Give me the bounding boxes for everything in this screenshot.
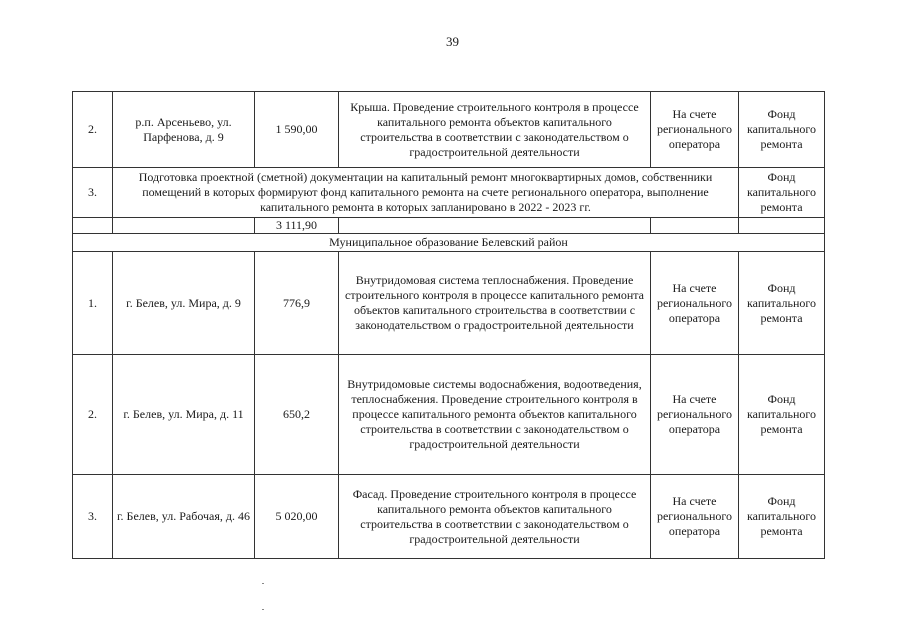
works-table bbox=[72, 91, 825, 559]
total-cost: 3 111,90 bbox=[255, 218, 339, 234]
page-number: 39 bbox=[446, 34, 459, 49]
row-number: 3. bbox=[73, 475, 113, 559]
empty-cell bbox=[739, 218, 825, 234]
row-number: 2. bbox=[73, 92, 113, 168]
row-number: 3. bbox=[73, 168, 113, 218]
table-row bbox=[73, 168, 825, 218]
scan-speck bbox=[262, 583, 264, 584]
row-address: р.п. Арсеньево, ул. Парфенова, д. 9 bbox=[113, 92, 255, 168]
row-address: г. Белев, ул. Рабочая, д. 46 bbox=[113, 475, 255, 559]
section-title: Муниципальное образование Белевский район bbox=[73, 234, 825, 252]
row-fund: Фонд капитального ремонта bbox=[739, 252, 825, 355]
scan-speck bbox=[262, 609, 264, 610]
empty-cell bbox=[339, 218, 651, 234]
row-account: На счете регионального оператора bbox=[651, 92, 739, 168]
row-cost: 650,2 bbox=[255, 355, 339, 475]
row-address: г. Белев, ул. Мира, д. 11 bbox=[113, 355, 255, 475]
row-work: Внутридомовая система теплоснабжения. Проведение строительного контроля в процессе капитального ремонта объектов капитального строительства в соответствии с законодательством о градостроительной деятельности bbox=[339, 252, 651, 355]
table-row bbox=[73, 355, 825, 475]
table-row bbox=[73, 92, 825, 168]
row-fund: Фонд капитального ремонта bbox=[739, 475, 825, 559]
empty-cell bbox=[113, 218, 255, 234]
row-work: Крыша. Проведение строительного контроля в процессе капитального ремонта объектов капитального строительства в соответствии с законодательством о градостроительной деятельности bbox=[339, 92, 651, 168]
row-account: На счете регионального оператора bbox=[651, 355, 739, 475]
empty-cell bbox=[651, 218, 739, 234]
row-account: На счете регионального оператора bbox=[651, 475, 739, 559]
row-fund: Фонд капитального ремонта bbox=[739, 168, 825, 218]
row-number: 2. bbox=[73, 355, 113, 475]
row-work: Внутридомовые системы водоснабжения, водоотведения, теплоснабжения. Проведение строительного контроля в процессе капитального ремонта объектов капитального строительства в соответствии с законодательством о градостроительной деятельности bbox=[339, 355, 651, 475]
row-cost: 776,9 bbox=[255, 252, 339, 355]
row-cost: 5 020,00 bbox=[255, 475, 339, 559]
table-row bbox=[73, 475, 825, 559]
row-fund: Фонд капитального ремонта bbox=[739, 92, 825, 168]
empty-cell bbox=[73, 218, 113, 234]
section-header-row bbox=[73, 234, 825, 252]
row-address: г. Белев, ул. Мира, д. 9 bbox=[113, 252, 255, 355]
row-work: Фасад. Проведение строительного контроля в процессе капитального ремонта объектов капитального строительства в соответствии с законодательством о градостроительной деятельности bbox=[339, 475, 651, 559]
row-fund: Фонд капитального ремонта bbox=[739, 355, 825, 475]
row-account: На счете регионального оператора bbox=[651, 252, 739, 355]
table-row bbox=[73, 252, 825, 355]
row-number: 1. bbox=[73, 252, 113, 355]
total-row bbox=[73, 218, 825, 234]
row-description: Подготовка проектной (сметной) документации на капитальный ремонт многоквартирных домов, собственники помещений в которых формируют фонд капитального ремонта на счете регионального оператора, выполнение капитального ремонта в которых запланировано в 2022 - 2023 гг. bbox=[113, 168, 739, 218]
row-cost: 1 590,00 bbox=[255, 92, 339, 168]
